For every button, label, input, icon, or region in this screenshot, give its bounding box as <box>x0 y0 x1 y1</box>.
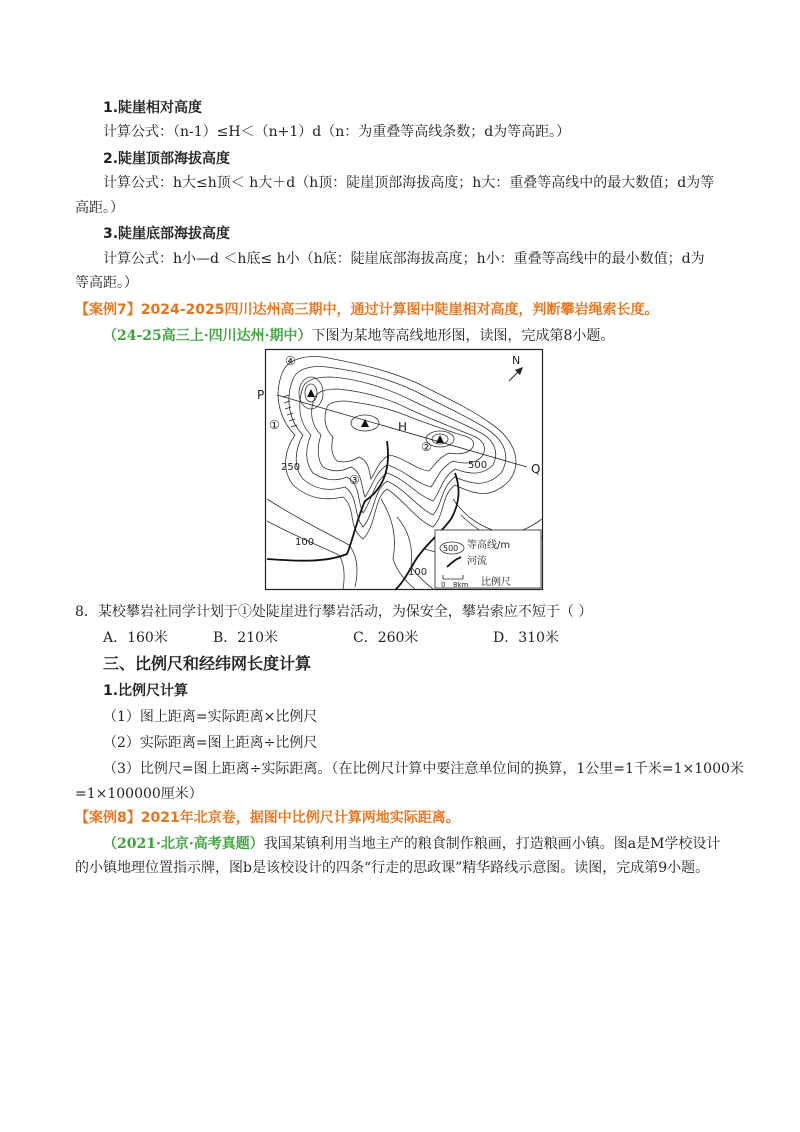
legend-scale-8km: 8km <box>453 581 469 589</box>
formula-top-altitude-cont: 高距。） <box>75 200 124 216</box>
map-legend <box>435 530 541 589</box>
contour-label-100-left: 100 <box>295 537 315 548</box>
label-P: P <box>257 388 265 402</box>
scale-formula-3-cont: =1×100000厘米） <box>75 786 203 802</box>
contour-map <box>257 349 543 590</box>
case7-intro: 下图为某地等高线地形图，读图，完成第8小题。 <box>311 328 615 344</box>
question8-stem: 8．某校攀岩社同学计划于①处陡崖进行攀岩活动，为保安全，攀岩索应不短于（ ） <box>75 604 593 620</box>
formula-bottom-altitude-cont: 等高距。） <box>75 275 138 291</box>
case8-line1 <box>103 834 720 854</box>
contour-label-250: 250 <box>281 462 301 473</box>
legend-contour-value: 500 <box>443 544 459 553</box>
case8-title: 【案例8】2021年北京卷，据图中比例尺计算两地实际距离。 <box>75 810 460 826</box>
label-point-4: ④ <box>285 354 296 368</box>
question8-option-b[interactable]: B．210米 <box>213 630 279 646</box>
legend-scale-label: 比例尺 <box>481 577 511 588</box>
label-point-2: ② <box>421 440 432 454</box>
question8-option-a[interactable]: A．160米 <box>103 630 168 646</box>
legend-scale-zero: 0 <box>441 581 446 589</box>
scale-formula-2: （2）实际距离=图上距离÷比例尺 <box>103 735 318 751</box>
section3-title: 三、比例尺和经纬网长度计算 <box>103 654 312 673</box>
case8-source: （2021·北京·高考真题） <box>103 836 264 852</box>
case8-intro2: 的小镇地理位置指示牌，图b是该校设计的四条“行走的思政课”精华路线示意图。读图，完成第9小题。 <box>75 860 710 876</box>
case7-line <box>103 326 614 346</box>
label-point-3: ③ <box>349 473 360 487</box>
label-point-1: ① <box>269 418 280 432</box>
north-label: N <box>512 354 521 367</box>
heading-scale-calculation: 1.比例尺计算 <box>103 683 189 699</box>
scale-formula-1: （1）图上距离=实际距离×比例尺 <box>103 709 318 725</box>
heading-cliff-bottom-altitude: 3.陡崖底部海拔高度 <box>103 226 231 242</box>
heading-cliff-top-altitude: 2.陡崖顶部海拔高度 <box>103 151 231 167</box>
formula-relative-height: 计算公式：（n-1）≤H＜（n+1）d（n：为重叠等高线条数；d为等高距。） <box>103 124 571 140</box>
question8-option-d[interactable]: D．310米 <box>493 630 559 646</box>
label-H: H <box>398 420 408 434</box>
label-Q: Q <box>531 462 541 476</box>
case7-source: （24-25高三上·四川达州·期中） <box>103 328 312 344</box>
formula-bottom-altitude: 计算公式：h小—d ＜h底≤ h小（h底：陡崖底部海拔高度；h小：重叠等高线中的最小数值；d为 <box>103 251 705 267</box>
case7-title: 【案例7】2024-2025四川达州高三期中，通过计算图中陡崖相对高度，判断攀岩绳索长度。 <box>75 302 659 318</box>
legend-contour-label: 等高线/m <box>467 540 511 551</box>
legend-river-label: 河流 <box>467 556 487 567</box>
formula-top-altitude: 计算公式：h大≤h顶＜ h大＋d（h顶：陡崖顶部海拔高度；h大：重叠等高线中的最大数值；d为等 <box>103 175 715 191</box>
contour-label-100-bottom: 100 <box>408 567 428 578</box>
question8-option-c[interactable]: C．260米 <box>353 630 419 646</box>
contour-label-500: 500 <box>468 460 488 471</box>
heading-cliff-relative-height: 1.陡崖相对高度 <box>103 100 203 116</box>
scale-formula-3: （3）比例尺=图上距离÷实际距离。（在比例尺计算中要注意单位间的换算，1公里=1千米=1×1000米 <box>103 761 744 777</box>
case8-intro1: 我国某镇利用当地主产的粮食制作粮画，打造粮画小镇。图a是M学校设计 <box>263 836 721 852</box>
